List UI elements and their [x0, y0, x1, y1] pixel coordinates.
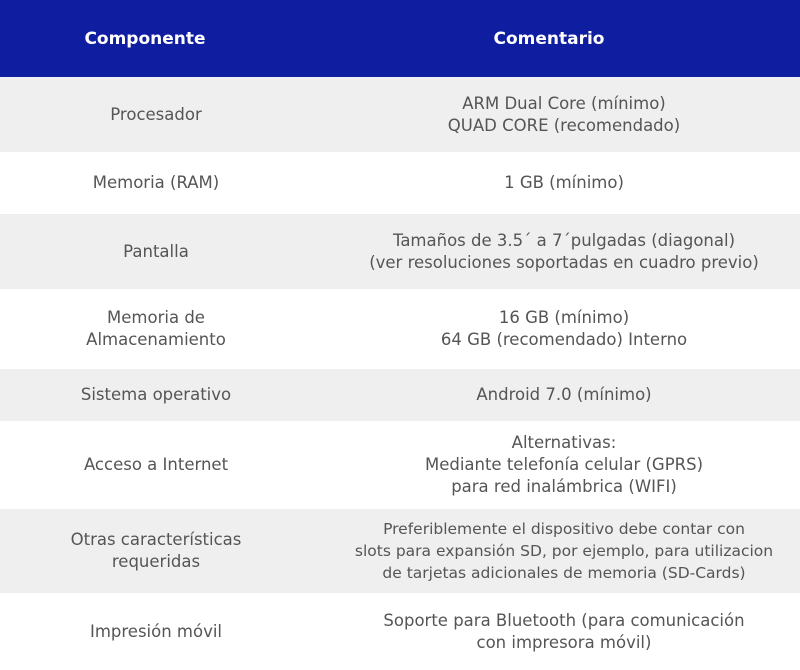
cell-line: Preferiblemente el dispositivo debe contar con [383, 520, 745, 538]
cell-line: Android 7.0 (mínimo) [476, 385, 652, 404]
cell-line: Tamaños de 3.5´ a 7´pulgadas (diagonal) [392, 230, 736, 250]
table-row [0, 77, 800, 152]
table-row [0, 369, 800, 421]
component-cell [0, 621, 312, 643]
comment-cell [312, 172, 800, 194]
table-header [0, 0, 800, 77]
cell-line: Soporte para Bluetooth (para comunicación [383, 610, 745, 630]
component-cell [0, 384, 312, 406]
cell-line: 64 GB (recomendado) Interno [440, 330, 688, 349]
cell-line: Otras características [70, 530, 242, 549]
comment-cell [312, 230, 800, 274]
cell-line: Memoria de [107, 308, 205, 327]
table-row [0, 152, 800, 214]
comment-cell [312, 518, 800, 584]
comment-cell [312, 432, 800, 498]
component-cell [0, 172, 312, 194]
cell-line: (ver resoluciones soportadas en cuadro previo) [369, 252, 759, 272]
component-cell [0, 454, 312, 476]
cell-line: QUAD CORE (recomendado) [447, 115, 681, 135]
cell-line: 1 GB (mínimo) [504, 173, 624, 192]
table-row [0, 509, 800, 593]
cell-line: 16 GB (mínimo) [498, 308, 630, 327]
cell-line: de tarjetas adicionales de memoria (SD-Cards) [382, 564, 746, 582]
cell-line: Impresión móvil [89, 621, 223, 641]
header-componente: Componente [84, 28, 206, 49]
component-cell [0, 307, 312, 351]
cell-line: ARM Dual Core (mínimo) [462, 93, 666, 113]
comment-cell [312, 384, 800, 406]
cell-line: Pantalla [123, 241, 189, 261]
comment-cell [312, 610, 800, 654]
comment-cell [312, 93, 800, 137]
component-cell [0, 104, 312, 126]
table-row [0, 289, 800, 369]
table-row [0, 593, 800, 670]
component-cell [0, 241, 312, 263]
cell-line: requeridas [111, 552, 201, 571]
cell-line: Mediante telefonía celular (GPRS) [424, 455, 704, 474]
cell-line: Sistema operativo [80, 385, 232, 404]
cell-line: Memoria (RAM) [92, 173, 220, 192]
header-comentario: Comentario [493, 28, 605, 49]
cell-line: para red inalámbrica (WIFI) [451, 477, 677, 496]
cell-line: Alternativas: [511, 433, 617, 452]
table-row [0, 421, 800, 509]
cell-line: Almacenamiento [86, 330, 226, 349]
component-cell [0, 529, 312, 573]
cell-line: Procesador [110, 104, 202, 124]
table-row [0, 214, 800, 289]
cell-line: Acceso a Internet [83, 455, 229, 474]
cell-line: con impresora móvil) [476, 632, 652, 652]
cell-line: slots para expansión SD, por ejemplo, para utilizacion [354, 542, 774, 560]
comment-cell [312, 307, 800, 351]
